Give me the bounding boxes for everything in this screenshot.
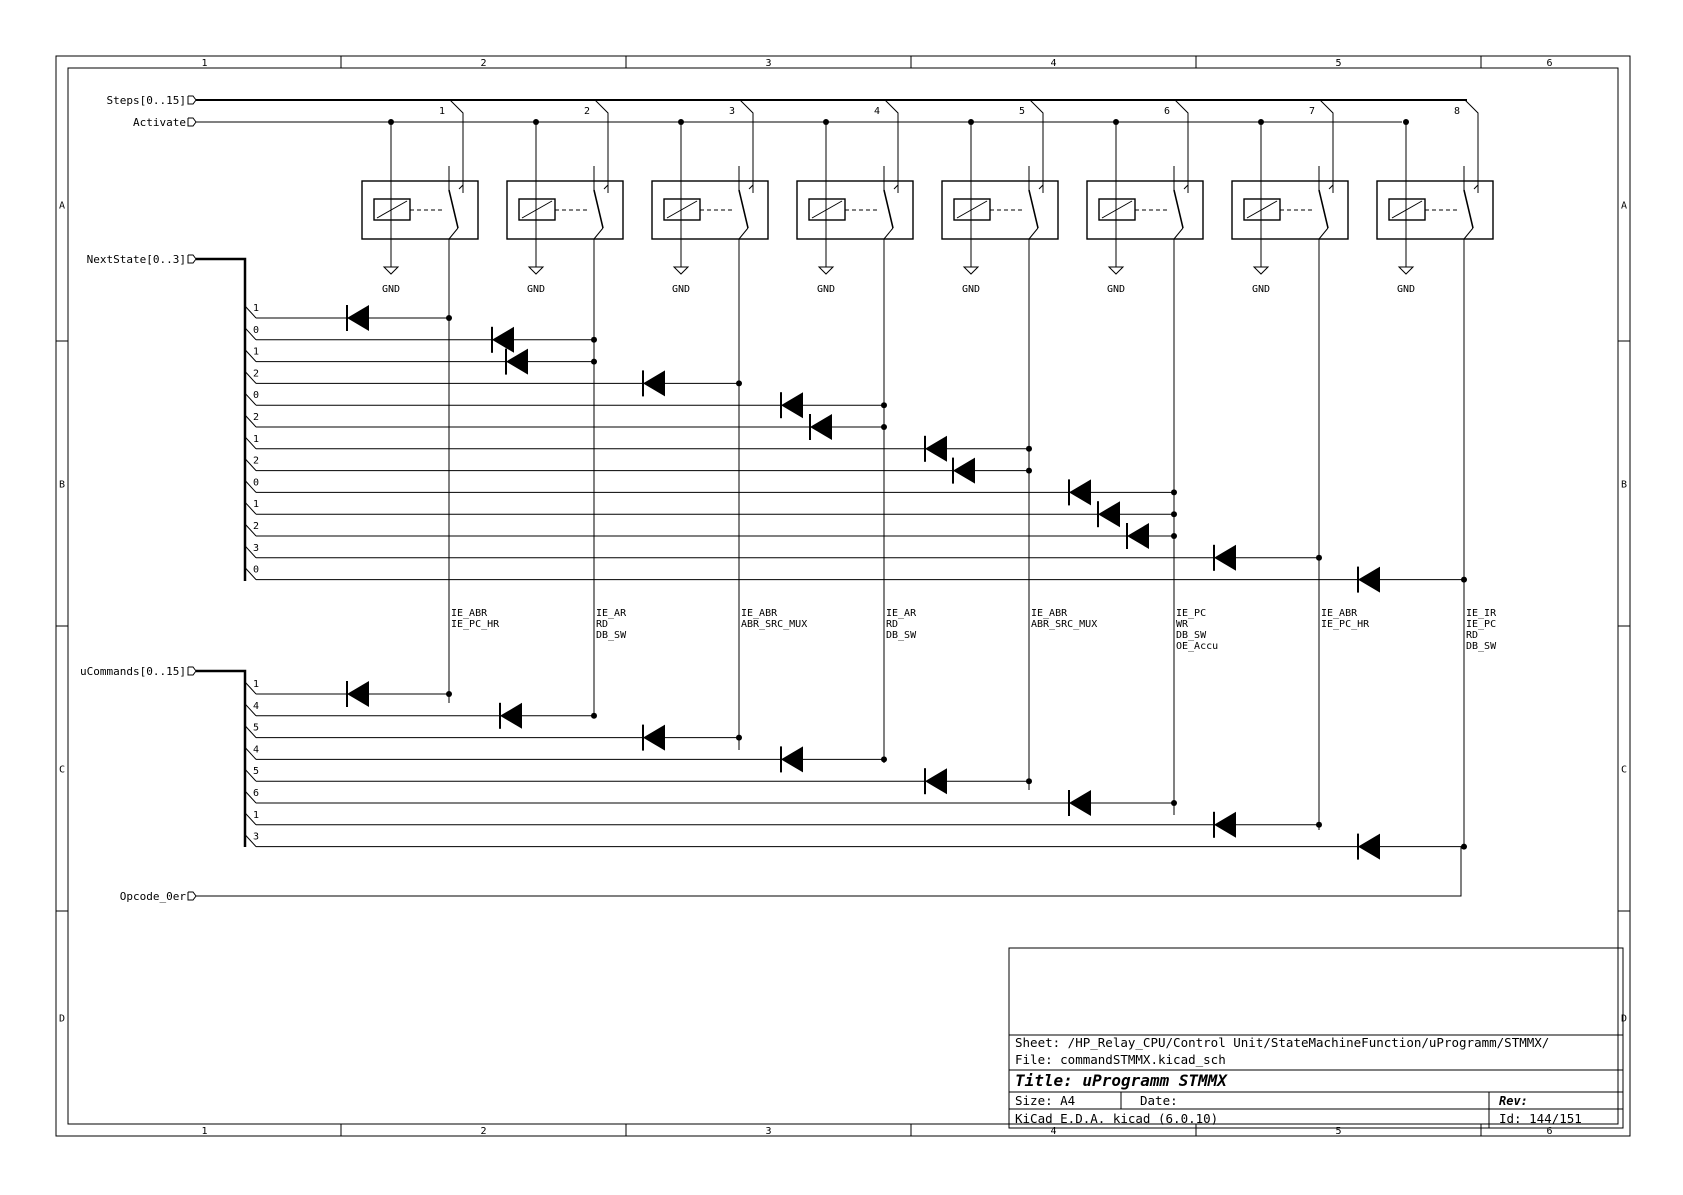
next-state-bit-label: 2 <box>253 521 260 532</box>
contact-mark <box>1474 185 1478 193</box>
junction-dot <box>1316 822 1322 828</box>
contact-mark <box>894 185 898 193</box>
output-label: IE_AR <box>596 608 627 619</box>
next-state-bit-label: 0 <box>253 324 260 336</box>
junction-dot <box>1026 446 1032 452</box>
title-block-id: Id: 144/151 <box>1499 1111 1582 1126</box>
next-state-diode <box>347 305 369 331</box>
contact-arm <box>739 190 748 228</box>
output-label: IE_ABR <box>1321 608 1358 619</box>
ucommand-bit-label: 1 <box>253 809 260 821</box>
next-state-diode <box>953 458 975 484</box>
junction-dot <box>1026 778 1032 784</box>
diode-triangle <box>925 436 947 462</box>
junction-dot <box>678 119 684 125</box>
bus-entry <box>1175 100 1188 186</box>
contact-foot <box>1029 228 1038 239</box>
ucommand-bit-label: 1 <box>253 679 260 690</box>
next-state-diode <box>1358 567 1380 593</box>
row-label-right: C <box>1620 764 1628 776</box>
port-label-ucommands: uCommands[0..15] <box>80 665 186 678</box>
diode-triangle <box>1358 834 1380 860</box>
port-next-state <box>87 253 186 266</box>
next-state-bit-label: 0 <box>253 477 260 489</box>
ucommand-bit-label: 4 <box>253 700 260 712</box>
column-label-top: 5 <box>1335 58 1342 69</box>
ucommand-diode <box>1069 790 1091 816</box>
gnd-symbol <box>1399 267 1413 274</box>
gnd-symbol <box>529 267 543 274</box>
relay-step-number: 6 <box>1163 106 1170 117</box>
contact-arm <box>1464 190 1473 228</box>
junction-dot <box>736 735 742 741</box>
relay-3 <box>652 100 768 295</box>
row-label-right: A <box>1620 200 1628 212</box>
junction-dot <box>1403 119 1409 125</box>
diode-triangle <box>953 458 975 484</box>
diode-triangle <box>643 725 665 751</box>
ucommand-diode <box>1358 834 1380 860</box>
gnd-symbol <box>964 267 978 274</box>
gnd-symbol <box>1254 267 1268 274</box>
output-label: RD <box>596 619 609 630</box>
diode-triangle <box>925 768 947 794</box>
junction-dot <box>1461 577 1467 583</box>
junction-dot <box>1113 119 1119 125</box>
bus-entry <box>1030 100 1043 186</box>
junction-dot <box>591 337 597 343</box>
junction-dot <box>446 315 452 321</box>
output-label: IE_AR <box>886 608 917 619</box>
relay-8 <box>1377 100 1493 295</box>
ucommand-diode <box>925 768 947 794</box>
contact-mark <box>459 185 463 193</box>
column-label-bottom: 2 <box>480 1126 487 1137</box>
junction-dot <box>1258 119 1264 125</box>
output-label: DB_SW <box>1176 630 1207 641</box>
junction-dot <box>881 424 887 430</box>
output-label: IE_PC_HR <box>451 619 500 630</box>
column-label-top: 2 <box>480 58 487 69</box>
output-label: IE_ABR <box>741 608 778 619</box>
diode-components <box>347 305 1380 860</box>
title-block-sheet: Sheet: /HP_Relay_CPU/Control Unit/StateMachineFunction/uProgramm/STMMX/ <box>1015 1035 1550 1050</box>
contact-foot <box>594 228 603 239</box>
junction-dot <box>1316 555 1322 561</box>
coil-slash <box>1247 201 1277 218</box>
diode-triangle <box>1098 501 1120 527</box>
gnd-label: GND <box>526 284 546 295</box>
port-flag <box>188 667 196 675</box>
ucommand-bit-label: 4 <box>253 744 260 756</box>
next-state-diode <box>492 327 514 353</box>
coil-slash <box>667 201 697 218</box>
next-state-bit-label: 2 <box>253 412 260 423</box>
diode-triangle <box>781 746 803 772</box>
port-opcode <box>120 890 187 903</box>
contact-arm <box>884 190 893 228</box>
next-state-diode <box>810 414 832 440</box>
next-state-diode <box>1098 501 1120 527</box>
column-label-top: 4 <box>1050 58 1057 69</box>
bus-entry <box>1465 100 1478 186</box>
title-block-rev: Rev: <box>1499 1094 1528 1108</box>
diode-triangle <box>1358 567 1380 593</box>
junction-dot <box>1026 468 1032 474</box>
junction-dot <box>1171 800 1177 806</box>
gnd-label: GND <box>961 284 981 295</box>
gnd-label: GND <box>816 284 836 295</box>
output-label: IE_IR <box>1466 608 1497 619</box>
relay-6 <box>1087 100 1203 295</box>
contact-mark <box>604 185 608 193</box>
next-state-bit-label: 0 <box>253 390 260 402</box>
ucommand-bit-label: 5 <box>253 766 260 778</box>
column-label-bottom: 3 <box>765 1126 772 1137</box>
column-label-top: 1 <box>201 58 208 69</box>
diode-triangle <box>1214 545 1236 571</box>
title-block-date: Date: <box>1140 1093 1178 1108</box>
output-label: DB_SW <box>886 630 917 641</box>
output-label: ABR_SRC_MUX <box>741 619 808 630</box>
junction-dot <box>823 119 829 125</box>
diode-triangle <box>492 327 514 353</box>
output-label: IE_ABR <box>1031 608 1068 619</box>
contact-mark <box>1329 185 1333 193</box>
contact-arm <box>1319 190 1328 228</box>
next-state-bit-label: 2 <box>253 368 260 380</box>
diode-triangle <box>347 305 369 331</box>
sheet-border <box>56 56 1630 1136</box>
net-labels <box>253 303 1497 843</box>
bus-entry <box>450 100 463 186</box>
row-label-left: D <box>58 1013 66 1025</box>
diode-triangle <box>506 349 528 375</box>
gnd-label: GND <box>671 284 691 295</box>
contact-foot <box>1319 228 1328 239</box>
column-label-top: 3 <box>765 58 772 69</box>
output-label: DB_SW <box>596 630 627 641</box>
column-label-top: 6 <box>1546 58 1553 69</box>
row-label-right: D <box>1620 1013 1628 1025</box>
junction-dot <box>736 380 742 386</box>
next-state-bit-label: 1 <box>253 346 260 358</box>
gnd-symbol <box>384 267 398 274</box>
diode-triangle <box>810 414 832 440</box>
gnd-label: GND <box>1251 284 1271 295</box>
contact-mark <box>1184 185 1188 193</box>
next-state-bit-label: 0 <box>253 564 260 576</box>
diode-triangle <box>1069 479 1091 505</box>
port-label-next-state: NextState[0..3] <box>86 253 186 266</box>
next-state-diode <box>643 370 665 396</box>
contact-arm <box>1029 190 1038 228</box>
diode-triangle <box>500 703 522 729</box>
column-label-bottom: 6 <box>1546 1126 1553 1137</box>
contact-arm <box>449 190 458 228</box>
gnd-label: GND <box>1396 284 1416 295</box>
contact-foot <box>739 228 748 239</box>
diode-triangle <box>1214 812 1236 838</box>
output-label: DB_SW <box>1466 641 1497 652</box>
gnd-symbol <box>819 267 833 274</box>
diode-triangle <box>347 681 369 707</box>
column-label-bottom: 1 <box>201 1126 208 1137</box>
coil-slash <box>1392 201 1422 218</box>
diode-triangle <box>781 392 803 418</box>
output-label: ABR_SRC_MUX <box>1031 619 1098 630</box>
relay-1 <box>362 100 478 295</box>
relay-step-number: 2 <box>583 106 590 117</box>
next-state-diode <box>925 436 947 462</box>
opcode-net <box>196 847 1461 896</box>
border-grid-labels <box>56 56 1630 1137</box>
output-label: RD <box>886 619 899 630</box>
next-state-bus <box>196 259 245 581</box>
junction-dot <box>533 119 539 125</box>
next-state-bit-label: 2 <box>253 455 260 467</box>
coil-slash <box>377 201 407 218</box>
relay-4 <box>797 100 913 295</box>
bus-entry <box>740 100 753 186</box>
contact-foot <box>1174 228 1183 239</box>
next-state-bit-label: 1 <box>253 303 260 314</box>
next-state-diode <box>1069 479 1091 505</box>
port-flag <box>188 255 196 263</box>
contact-arm <box>594 190 603 228</box>
output-label: IE_ABR <box>451 608 488 619</box>
ucommands-bus <box>196 671 245 847</box>
junction-dot <box>1171 489 1177 495</box>
port-label-steps: Steps[0..15] <box>106 94 186 107</box>
port-flag <box>188 892 196 900</box>
ucommand-diode <box>1214 812 1236 838</box>
junction-dot <box>881 756 887 762</box>
row-label-left: A <box>58 200 66 212</box>
ucommand-bit-label: 3 <box>253 831 260 843</box>
ucommand-diode <box>347 681 369 707</box>
next-state-diode <box>1127 523 1149 549</box>
title-block-file: File: commandSTMMX.kicad_sch <box>1015 1052 1226 1067</box>
gnd-label: GND <box>1106 284 1126 295</box>
junction-dot <box>968 119 974 125</box>
row-label-right: B <box>1620 479 1628 491</box>
junction-dot <box>591 359 597 365</box>
ucommand-bit-label: 6 <box>253 788 260 799</box>
port-flag <box>188 118 196 126</box>
bus-entry <box>885 100 898 186</box>
next-state-bit-label: 3 <box>253 542 260 554</box>
contact-mark <box>1039 185 1043 193</box>
junction-dot <box>1171 511 1177 517</box>
gnd-symbol <box>674 267 688 274</box>
relay-step-number: 4 <box>873 106 880 117</box>
diode-triangle <box>1127 523 1149 549</box>
title-block-tool: KiCad E.D.A. kicad (6.0.10) <box>1015 1111 1219 1126</box>
coil-slash <box>957 201 987 218</box>
coil-slash <box>812 201 842 218</box>
port-ucommands <box>80 665 186 678</box>
diode-triangle <box>643 370 665 396</box>
contact-foot <box>449 228 458 239</box>
port-label-opcode: Opcode_0er <box>119 890 186 903</box>
junction-dot <box>881 402 887 408</box>
junction-dot <box>446 691 452 697</box>
row-label-left: C <box>58 764 66 776</box>
column-label-bottom: 4 <box>1050 1126 1057 1137</box>
next-state-bit-label: 1 <box>253 499 260 511</box>
junction-dot <box>591 713 597 719</box>
next-state-bit-label: 1 <box>253 433 260 445</box>
bus-entry <box>595 100 608 186</box>
output-label: RD <box>1466 630 1479 641</box>
relay-components <box>362 100 1493 295</box>
contact-foot <box>1464 228 1473 239</box>
contact-foot <box>884 228 893 239</box>
output-label: IE_PC <box>1466 619 1497 630</box>
junction-dot <box>388 119 394 125</box>
relay-step-number: 5 <box>1018 106 1025 117</box>
port-label-activate: Activate <box>133 116 186 129</box>
diode-triangle <box>1069 790 1091 816</box>
ucommand-bit-label: 5 <box>253 722 260 734</box>
relay-2 <box>507 100 623 295</box>
relay-step-number: 7 <box>1308 106 1315 117</box>
relay-5 <box>942 100 1058 295</box>
output-label: WR <box>1176 619 1189 630</box>
gnd-symbol <box>1109 267 1123 274</box>
port-flag <box>188 96 196 104</box>
ucommand-diode <box>781 746 803 772</box>
port-activate <box>133 116 186 129</box>
relay-7 <box>1232 100 1348 295</box>
contact-mark <box>749 185 753 193</box>
next-state-diode <box>781 392 803 418</box>
title-block-title: Title: uProgramm STMMX <box>1015 1071 1227 1090</box>
bus-entry <box>1320 100 1333 186</box>
relay-step-number: 8 <box>1453 106 1460 117</box>
column-label-bottom: 5 <box>1335 1126 1342 1137</box>
port-steps <box>107 94 186 107</box>
title-block-size: Size: A4 <box>1015 1093 1076 1108</box>
coil-slash <box>522 201 552 218</box>
ucommand-diode <box>643 725 665 751</box>
relay-step-number: 3 <box>728 106 735 117</box>
coil-slash <box>1102 201 1132 218</box>
junction-dot <box>1171 533 1177 539</box>
output-label: IE_PC <box>1176 608 1207 619</box>
output-label: IE_PC_HR <box>1321 619 1370 630</box>
output-label: OE_Accu <box>1176 641 1219 652</box>
row-label-left: B <box>58 479 66 491</box>
contact-arm <box>1174 190 1183 228</box>
ucommand-diode <box>500 703 522 729</box>
gnd-label: GND <box>381 284 401 295</box>
junction-dot <box>1461 844 1467 850</box>
next-state-diode <box>506 349 528 375</box>
relay-step-number: 1 <box>438 106 445 117</box>
next-state-diode <box>1214 545 1236 571</box>
